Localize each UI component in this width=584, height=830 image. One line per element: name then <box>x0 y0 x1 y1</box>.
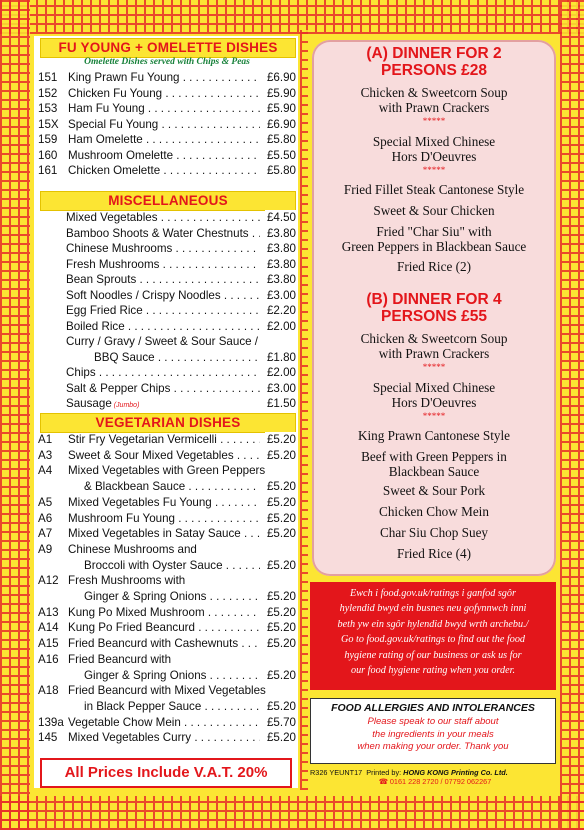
item-name: & Blackbean Sauce . . . <box>84 479 260 494</box>
item-name: Kung Po Fried Beancurd . . . <box>68 620 260 635</box>
item-price: £3.80 <box>266 226 296 240</box>
hygiene-line: our food hygiene rating when you order. <box>350 665 516 677</box>
item-name: in Black Pepper Sauce . . . <box>84 699 260 714</box>
dinner-b-main-6: Char Siu Chop Suey <box>379 525 489 540</box>
dinner-b-stars-2: ***** <box>422 411 446 421</box>
dinner-b-main-7: Fried Rice (4) <box>397 546 471 561</box>
item-name: Chicken Fu Young . . . <box>68 86 260 101</box>
dinner-a-main-1: Fried Fillet Steak Cantonese Style <box>343 182 525 197</box>
item-number: 145 <box>38 731 58 745</box>
item-number: 15X <box>38 117 59 131</box>
item-name: Chips . . . <box>66 365 260 380</box>
item-price: £5.70 <box>266 715 296 729</box>
item-price: £5.20 <box>266 433 296 446</box>
item-name: Vegetable Chow Mein . . . <box>68 715 260 730</box>
item-number: A13 <box>38 605 59 619</box>
dinner-b-soup-2: with Prawn Crackers <box>378 346 490 361</box>
print-code: R326 YEUNT17 <box>310 768 363 777</box>
hygiene-line: Go to food.gov.uk/ratings to find out the food <box>340 634 526 646</box>
item-name: BBQ Sauce . . . <box>94 350 260 365</box>
item-price: £5.20 <box>266 558 296 572</box>
item-number: A15 <box>38 637 59 651</box>
item-price: £6.90 <box>266 117 296 131</box>
vat-note: All Prices Include V.A.T. 20% <box>40 758 292 788</box>
dinner-a-main-4: Green Peppers in Blackbean Sauce <box>341 239 527 254</box>
item-price: £2.20 <box>266 304 296 317</box>
dinner-b-starter-2: Hors D'Oeuvres <box>391 395 477 410</box>
item-name: Mixed Vegetables in Satay Sauce . . . <box>68 526 260 541</box>
item-name: Sweet & Sour Mixed Vegetables . . . <box>68 448 260 463</box>
item-name: Chinese Mushrooms and <box>68 542 197 556</box>
item-name: Fried Beancurd with Cashewnuts . . . <box>68 636 260 651</box>
item-price: £3.00 <box>266 288 296 302</box>
item-price: £5.20 <box>266 637 296 651</box>
fu-young-subheading: Omelette Dishes served with Chips & Peas <box>84 57 250 67</box>
item-name: Ginger & Spring Onions . . . <box>84 589 260 604</box>
item-price: £3.80 <box>266 273 296 286</box>
dinner-a-starter: Special Mixed Chinese <box>372 134 496 149</box>
allergy-notice <box>310 698 556 764</box>
item-name: Soft Noodles / Crispy Noodles . . . <box>66 288 260 303</box>
item-name: Fresh Mushrooms . . . <box>66 257 260 272</box>
item-price: £5.90 <box>266 86 296 100</box>
food-hygiene-notice <box>310 582 556 690</box>
item-number: A1 <box>38 433 53 446</box>
allergy-line: the ingredients in your meals <box>372 728 494 740</box>
item-name: Ham Fu Young . . . <box>68 101 260 116</box>
item-price: £1.50 <box>266 397 296 410</box>
item-name: Chicken Omelette . . . <box>68 163 260 178</box>
item-price: £5.20 <box>266 668 296 682</box>
item-name: Egg Fried Rice . . . <box>66 303 260 318</box>
item-price: £5.20 <box>266 590 296 603</box>
item-number: A3 <box>38 448 53 462</box>
item-number: A7 <box>38 527 53 541</box>
item-name: Bamboo Shoots & Water Chestnuts . . . <box>66 226 260 241</box>
item-number: 152 <box>38 86 58 100</box>
item-price: £3.80 <box>266 257 296 271</box>
dinner-b-main-4: Sweet & Sour Pork <box>382 483 486 498</box>
item-name: Fried Beancurd with <box>68 652 172 666</box>
item-number: 161 <box>38 164 58 177</box>
printed-by-label: Printed by: <box>366 768 402 777</box>
item-price: £3.00 <box>266 381 296 395</box>
item-price: £3.80 <box>266 242 296 255</box>
item-number: A12 <box>38 574 59 588</box>
dinner-b-main-3: Blackbean Sauce <box>388 464 480 479</box>
item-price: £5.20 <box>266 527 296 541</box>
dinner-b-soup: Chicken & Sweetcorn Soup <box>360 331 508 346</box>
dinner-a-main-5: Fried Rice (2) <box>397 259 471 274</box>
item-name: Sausage (Jumbo) <box>66 397 140 410</box>
item-number: A18 <box>38 684 59 698</box>
border-pattern-top <box>0 0 584 34</box>
item-price: £5.20 <box>266 511 296 525</box>
item-number: 159 <box>38 133 58 146</box>
item-price: £5.90 <box>266 102 296 115</box>
item-number: A4 <box>38 464 53 478</box>
item-name: Mixed Vegetables . . . <box>66 210 260 225</box>
item-name: Mixed Vegetables Fu Young . . . <box>68 495 260 510</box>
allergy-line: Please speak to our staff about <box>367 716 499 727</box>
item-price: £6.90 <box>266 71 296 84</box>
item-number: A16 <box>38 652 59 666</box>
item-name: Mushroom Omelette . . . <box>68 148 260 163</box>
dinner-b-main-2: Beef with Green Peppers in <box>361 449 507 464</box>
dinner-a-main-3: Fried "Char Siu" with <box>376 224 492 239</box>
item-name: Mixed Vegetables Curry . . . <box>68 730 260 745</box>
item-price: £5.20 <box>266 731 296 745</box>
border-pattern-left <box>0 0 30 830</box>
vegetarian-heading: VEGETARIAN DISHES <box>40 413 296 433</box>
item-number: 153 <box>38 102 58 115</box>
item-price: £5.20 <box>266 621 296 635</box>
item-name: Curry / Gravy / Sweet & Sour Sauce / <box>66 335 259 348</box>
item-name: Special Fu Young . . . <box>68 117 260 132</box>
hygiene-line: hygiene rating of our business or ask us for <box>344 649 522 661</box>
dinner-b-starter: Special Mixed Chinese <box>372 380 496 395</box>
item-price: £5.20 <box>266 495 296 509</box>
item-price: £5.20 <box>266 605 296 619</box>
printer-company: HONG KONG Printing Co. Ltd. <box>403 768 508 777</box>
item-name: Chinese Mushrooms . . . <box>66 241 260 256</box>
dinner-a-stars-2: ***** <box>422 165 446 175</box>
dinner-b-main-5: Chicken Chow Mein <box>379 504 489 519</box>
item-name: King Prawn Fu Young . . . <box>68 70 260 85</box>
item-name: Fresh Mushrooms with <box>68 574 186 588</box>
dinner-a-stars-1: ***** <box>422 116 446 126</box>
item-price: £5.50 <box>266 148 296 162</box>
dinner-a-soup-2: with Prawn Crackers <box>378 100 490 115</box>
dinner-a-heading-line2: PERSONS £28 <box>381 62 487 79</box>
fu-young-heading: FU YOUNG + OMELETTE DISHES <box>40 38 296 58</box>
jumbo-label: (Jumbo) <box>111 402 140 409</box>
allergy-title: FOOD ALLERGIES AND INTOLERANCES <box>331 702 535 714</box>
printer-phones: ☎ 0161 228 2720 / 07792 062267 <box>378 777 492 786</box>
item-number: A6 <box>38 511 53 525</box>
item-name: Broccoli with Oyster Sauce . . . <box>84 558 260 573</box>
dinner-b-stars-1: ***** <box>422 362 446 372</box>
item-price: £5.80 <box>266 133 296 146</box>
dinner-a-soup: Chicken & Sweetcorn Soup <box>360 85 508 100</box>
item-price: £5.80 <box>266 164 296 177</box>
hygiene-line: beth yw ein sgôr hylendid bwyd wrth archebu./ <box>337 618 529 630</box>
dinner-b-heading-line1: (B) DINNER FOR 4 <box>366 291 502 308</box>
left-menu-panel <box>34 36 298 788</box>
dinner-b-heading-line2: PERSONS £55 <box>381 308 487 325</box>
item-price: £4.50 <box>266 211 296 224</box>
item-name: Ham Omelette . . . <box>68 132 260 147</box>
item-number: 160 <box>38 148 58 162</box>
allergy-line: when making your order. Thank you <box>357 741 509 752</box>
item-name: Fried Beancurd with Mixed Vegetables <box>68 684 266 698</box>
item-name: Bean Sprouts . . . <box>66 272 260 287</box>
printer-credit <box>310 768 560 786</box>
hygiene-line: hylendid bwyd ein busnes neu gofynnwch inni <box>339 603 527 615</box>
miscellaneous-heading: MISCELLANEOUS <box>40 191 296 211</box>
item-number: A14 <box>38 621 59 635</box>
item-price: £1.80 <box>266 350 296 364</box>
dinner-a-starter-2: Hors D'Oeuvres <box>391 149 477 164</box>
hygiene-line: Ewch i food.gov.uk/ratings i ganfod sgôr <box>350 588 516 599</box>
border-pattern-middle <box>300 30 308 790</box>
border-pattern-bottom <box>0 796 584 830</box>
item-name: Mixed Vegetables with Green Peppers <box>68 464 266 478</box>
item-name: Boiled Rice . . . <box>66 319 260 334</box>
dinner-b-main-1: King Prawn Cantonese Style <box>357 428 510 443</box>
item-price: £5.20 <box>266 448 296 462</box>
item-name: Salt & Pepper Chips . . . <box>66 381 260 396</box>
item-number: A9 <box>38 542 53 556</box>
item-number: 139a <box>38 715 64 729</box>
dinner-a-heading-line1: (A) DINNER FOR 2 <box>366 45 502 62</box>
item-price: £2.00 <box>266 319 296 333</box>
item-name: Stir Fry Vegetarian Vermicelli . . . <box>68 432 260 447</box>
item-name: Kung Po Mixed Mushroom . . . <box>68 605 260 620</box>
item-name: Ginger & Spring Onions . . . <box>84 668 260 683</box>
item-number: 151 <box>38 71 58 84</box>
item-price: £2.00 <box>266 366 296 379</box>
border-pattern-right <box>560 0 584 830</box>
dinner-a-main-2: Sweet & Sour Chicken <box>373 203 495 218</box>
item-number: A5 <box>38 495 53 509</box>
item-price: £5.20 <box>266 699 296 713</box>
item-name: Mushroom Fu Young . . . <box>68 511 260 526</box>
set-dinner-box <box>312 40 556 576</box>
item-price: £5.20 <box>266 480 296 494</box>
